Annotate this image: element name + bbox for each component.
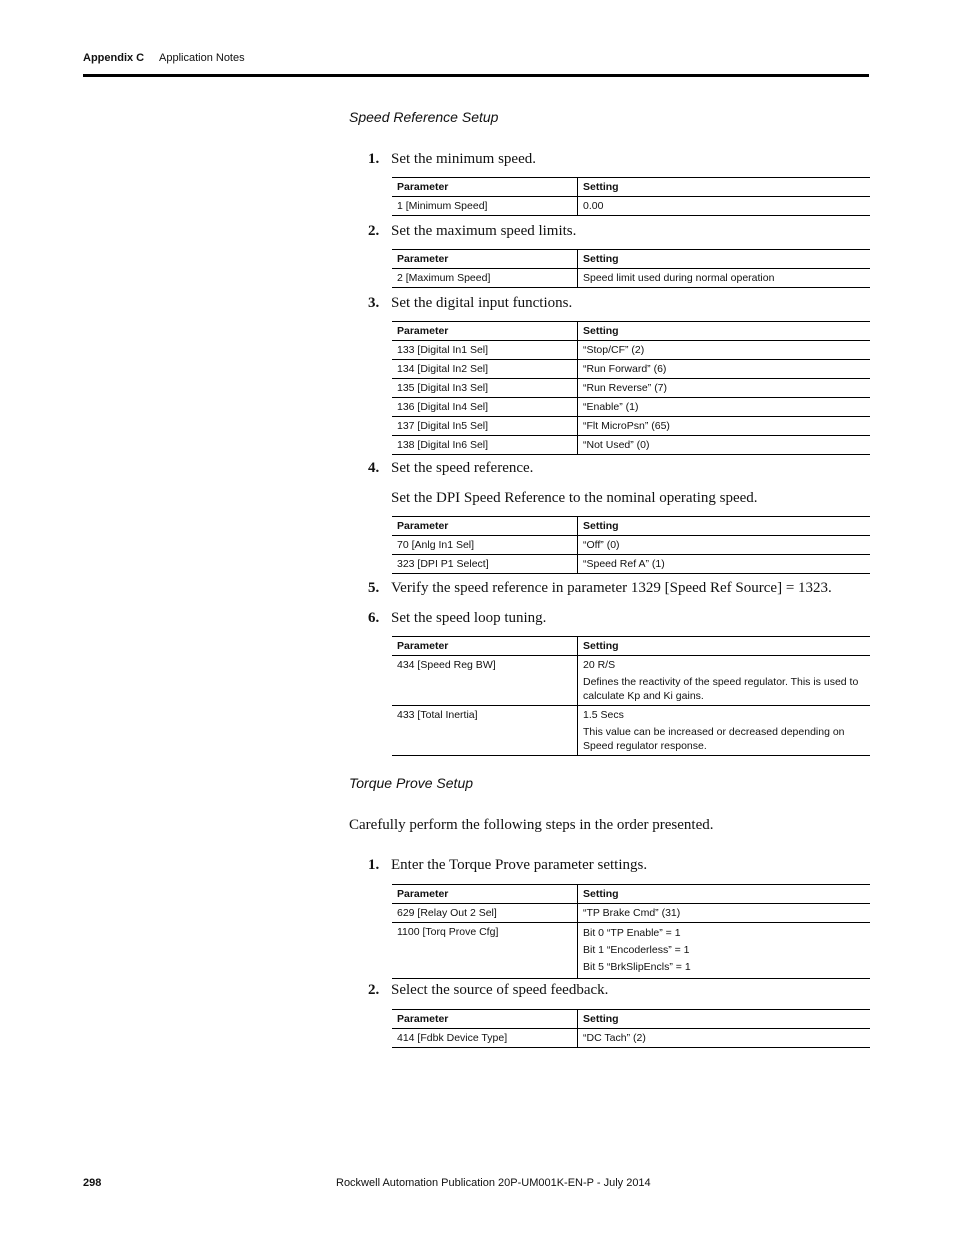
step-number: 1. xyxy=(368,151,380,167)
step-number: 2. xyxy=(368,982,380,998)
table-speed-loop-tuning xyxy=(392,636,870,756)
step-4-note: Set the DPI Speed Reference to the nominal operating speed. xyxy=(391,490,758,506)
column-header-parameter: Parameter xyxy=(392,517,578,536)
table-row xyxy=(392,706,870,756)
step-text: Set the speed reference. xyxy=(391,460,534,476)
step-1-min-speed xyxy=(368,151,536,168)
param-cell: 134 [Digital In2 Sel] xyxy=(392,360,578,379)
torque-prove-intro: Carefully perform the following steps in the order presented. xyxy=(349,817,714,833)
tp-step-2 xyxy=(368,982,608,999)
table-row xyxy=(392,341,870,360)
table-minimum-speed xyxy=(392,177,870,216)
table-row xyxy=(392,360,870,379)
column-header-setting: Setting xyxy=(578,637,871,656)
step-text: Set the minimum speed. xyxy=(391,151,536,167)
param-cell: 433 [Total Inertia] xyxy=(392,706,578,756)
column-header-setting: Setting xyxy=(578,885,871,904)
table-row xyxy=(392,379,870,398)
setting-cell: “Flt MicroPsn” (65) xyxy=(578,417,871,436)
step-number: 5. xyxy=(368,580,380,596)
column-header-parameter: Parameter xyxy=(392,1010,578,1029)
column-header-setting: Setting xyxy=(578,517,871,536)
setting-cell: “TP Brake Cmd” (31) xyxy=(578,904,871,923)
param-cell: 137 [Digital In5 Sel] xyxy=(392,417,578,436)
column-header-setting: Setting xyxy=(578,250,871,269)
table-row xyxy=(392,923,870,979)
setting-value: 1.5 Secs xyxy=(583,709,624,721)
table-header-row xyxy=(392,178,870,197)
column-header-parameter: Parameter xyxy=(392,322,578,341)
step-6-loop-tuning xyxy=(368,610,546,627)
step-text: Set the speed loop tuning. xyxy=(391,610,547,626)
column-header-setting: Setting xyxy=(578,1010,871,1029)
step-number: 4. xyxy=(368,460,380,476)
table-row xyxy=(392,398,870,417)
table-digital-inputs xyxy=(392,321,870,455)
publication-info: Rockwell Automation Publication 20P-UM001K-EN-P - July 2014 xyxy=(336,1177,651,1189)
step-text: Enter the Torque Prove parameter settings. xyxy=(391,857,648,873)
setting-cell: “Enable” (1) xyxy=(578,398,871,417)
step-number: 6. xyxy=(368,610,380,626)
section-heading-speed-reference: Speed Reference Setup xyxy=(349,109,499,125)
table-row xyxy=(392,436,870,455)
table-header-row xyxy=(392,517,870,536)
table-row xyxy=(392,1029,870,1048)
setting-cell xyxy=(578,923,871,979)
setting-cell: 0.00 xyxy=(578,197,871,216)
step-5-verify xyxy=(368,580,832,597)
table-header-row xyxy=(392,322,870,341)
table-row xyxy=(392,536,870,555)
param-cell: 1100 [Torq Prove Cfg] xyxy=(392,923,578,979)
chapter-label: Appendix C xyxy=(83,52,145,64)
section-heading-torque-prove: Torque Prove Setup xyxy=(349,775,474,791)
setting-description: Defines the reactivity of the speed regulator. This is used to calculate Kp and Ki gains. xyxy=(583,676,859,702)
param-cell: 133 [Digital In1 Sel] xyxy=(392,341,578,360)
column-header-parameter: Parameter xyxy=(392,250,578,269)
setting-cell: “Not Used” (0) xyxy=(578,436,871,455)
param-cell: 434 [Speed Reg BW] xyxy=(392,656,578,706)
table-row xyxy=(392,555,870,574)
column-header-parameter: Parameter xyxy=(392,637,578,656)
param-cell: 629 [Relay Out 2 Sel] xyxy=(392,904,578,923)
step-3-digital-inputs xyxy=(368,295,572,312)
column-header-parameter: Parameter xyxy=(392,178,578,197)
param-cell: 323 [DPI P1 Select] xyxy=(392,555,578,574)
table-maximum-speed xyxy=(392,249,870,288)
table-header-row xyxy=(392,885,870,904)
bit-setting: Bit 1 “Encoderless” = 1 xyxy=(583,944,690,956)
setting-description: This value can be increased or decreased depending on Speed regulator response. xyxy=(583,726,845,752)
bit-setting: Bit 0 “TP Enable” = 1 xyxy=(583,927,681,939)
table-header-row xyxy=(392,637,870,656)
table-header-row xyxy=(392,250,870,269)
setting-value: 20 R/S xyxy=(583,659,616,671)
step-number: 1. xyxy=(368,857,380,873)
table-row xyxy=(392,269,870,288)
table-torque-prove-settings xyxy=(392,884,870,979)
step-number: 2. xyxy=(368,223,380,239)
chapter-title: Application Notes xyxy=(159,52,245,64)
step-number: 3. xyxy=(368,295,380,311)
setting-cell xyxy=(578,656,871,706)
param-cell: 414 [Fdbk Device Type] xyxy=(392,1029,578,1048)
table-row xyxy=(392,656,870,706)
table-row xyxy=(392,904,870,923)
step-4-speed-reference xyxy=(368,460,533,477)
setting-cell xyxy=(578,706,871,756)
step-2-max-speed xyxy=(368,223,576,240)
table-row xyxy=(392,417,870,436)
table-speed-reference xyxy=(392,516,870,574)
column-header-setting: Setting xyxy=(578,322,871,341)
param-cell: 70 [Anlg In1 Sel] xyxy=(392,536,578,555)
setting-cell: “Run Reverse” (7) xyxy=(578,379,871,398)
table-speed-feedback xyxy=(392,1009,870,1048)
setting-cell: “Speed Ref A” (1) xyxy=(578,555,871,574)
bit-setting: Bit 5 “BrkSlipEncls” = 1 xyxy=(583,961,691,973)
param-cell: 135 [Digital In3 Sel] xyxy=(392,379,578,398)
param-cell: 2 [Maximum Speed] xyxy=(392,269,578,288)
setting-cell: “Run Forward” (6) xyxy=(578,360,871,379)
step-text: Set the digital input functions. xyxy=(391,295,573,311)
tp-step-1 xyxy=(368,857,647,874)
step-text: Set the maximum speed limits. xyxy=(391,223,577,239)
setting-cell: “DC Tach” (2) xyxy=(578,1029,871,1048)
column-header-setting: Setting xyxy=(578,178,871,197)
param-cell: 136 [Digital In4 Sel] xyxy=(392,398,578,417)
column-header-parameter: Parameter xyxy=(392,885,578,904)
header-rule xyxy=(83,74,869,77)
setting-cell: Speed limit used during normal operation xyxy=(578,269,871,288)
param-cell: 1 [Minimum Speed] xyxy=(392,197,578,216)
table-header-row xyxy=(392,1010,870,1029)
page-number: 298 xyxy=(83,1177,102,1189)
setting-cell: “Stop/CF” (2) xyxy=(578,341,871,360)
setting-cell: “Off” (0) xyxy=(578,536,871,555)
step-text: Verify the speed reference in parameter 1329 [Speed Ref Source] = 1323. xyxy=(391,580,832,596)
step-text: Select the source of speed feedback. xyxy=(391,982,609,998)
table-row xyxy=(392,197,870,216)
param-cell: 138 [Digital In6 Sel] xyxy=(392,436,578,455)
